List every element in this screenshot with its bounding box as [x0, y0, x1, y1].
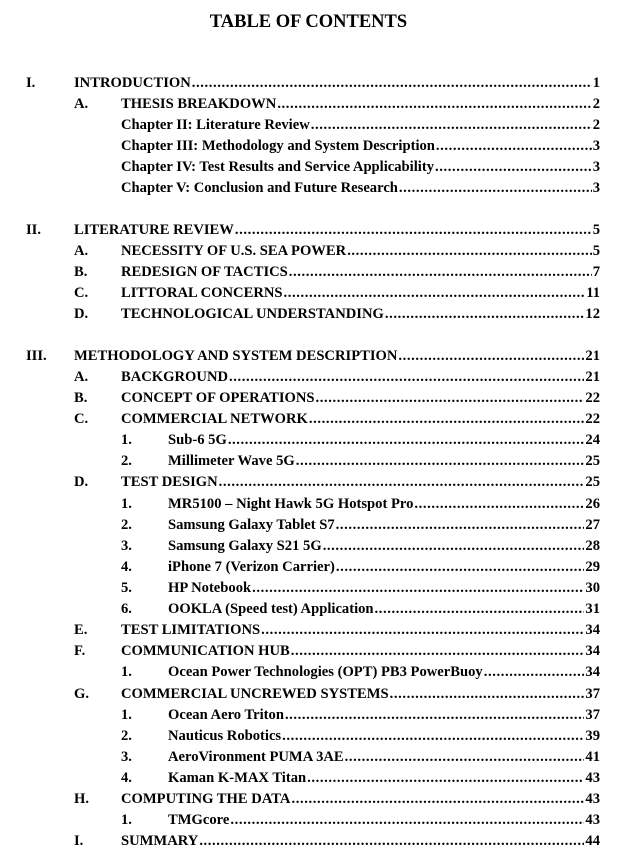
dot-leader: [230, 810, 584, 830]
dot-leader: [390, 684, 585, 704]
dot-leader: [398, 346, 584, 366]
toc-entry[interactable]: [0, 831, 617, 851]
toc-entry-label: REDESIGN OF TACTICS: [121, 264, 288, 280]
toc-entry[interactable]: [0, 620, 617, 640]
toc-entry[interactable]: [0, 810, 617, 830]
toc-entry-number: I.: [74, 833, 84, 849]
dot-leader: [414, 494, 584, 514]
dot-leader: [228, 430, 585, 450]
toc-entry-label: TECHNOLOGICAL UNDERSTANDING: [121, 306, 384, 322]
toc-entry-label: COMMERCIAL UNCREWED SYSTEMS: [121, 686, 389, 702]
toc-entry-page-number: 43: [585, 770, 600, 786]
toc-entry[interactable]: [0, 747, 617, 767]
toc-entry-page-number: 2: [592, 117, 600, 133]
toc-entry[interactable]: [0, 388, 617, 408]
toc-entry[interactable]: [0, 578, 617, 598]
toc-entry-label: HP Notebook: [168, 580, 252, 596]
toc-entry[interactable]: [0, 220, 617, 240]
toc-entry[interactable]: [0, 409, 617, 429]
toc-entry-number: B.: [74, 390, 88, 406]
toc-entry-label: LITTORAL CONCERNS: [121, 285, 283, 301]
toc-entry-number: F.: [74, 643, 86, 659]
toc-entry-number: 4.: [121, 770, 132, 786]
toc-entry-page-number: 44: [585, 833, 600, 849]
toc-entry-number: D.: [74, 474, 89, 490]
dot-leader: [296, 451, 585, 471]
toc-entry-label: Ocean Power Technologies (OPT) PB3 PowerBuoy: [168, 664, 483, 680]
toc-entry-label: MR5100 – Night Hawk 5G Hotspot Pro: [168, 496, 414, 512]
toc-entry-page-number: 5: [592, 222, 600, 238]
dot-leader: [291, 789, 584, 809]
toc-entry[interactable]: [0, 705, 617, 725]
toc-entry-label: INTRODUCTION: [74, 75, 191, 91]
dot-leader: [311, 115, 592, 135]
toc-entry-label: THESIS BREAKDOWN: [121, 96, 277, 112]
toc-entry-page-number: 43: [585, 812, 600, 828]
toc-entry-page-number: 7: [592, 264, 600, 280]
toc-entry-number: A.: [74, 243, 89, 259]
toc-entry[interactable]: [0, 94, 617, 114]
toc-entry-page-number: 31: [585, 601, 600, 617]
toc-entry-number: 2.: [121, 728, 132, 744]
dot-leader: [484, 662, 585, 682]
toc-entry-page-number: 1: [592, 75, 600, 91]
dot-leader: [235, 220, 592, 240]
toc-entry-label: CONCEPT OF OPERATIONS: [121, 390, 315, 406]
toc-entry-label: Chapter V: Conclusion and Future Research: [121, 180, 398, 196]
dot-leader: [192, 73, 592, 93]
toc-entry-number: A.: [74, 96, 89, 112]
toc-entry-page-number: 3: [592, 159, 600, 175]
toc-entry-page-number: 28: [585, 538, 600, 554]
dot-leader: [291, 641, 585, 661]
toc-entry-page-number: 5: [592, 243, 600, 259]
toc-entry[interactable]: [0, 346, 617, 366]
toc-entry-label: Samsung Galaxy Tablet S7: [168, 517, 335, 533]
toc-entry-label: COMMERCIAL NETWORK: [121, 411, 308, 427]
toc-entry-number: B.: [74, 264, 88, 280]
toc-entry-page-number: 37: [585, 686, 600, 702]
toc-entry[interactable]: [0, 536, 617, 556]
toc-entry-label: COMMUNICATION HUB: [121, 643, 290, 659]
toc-entry-page-number: 34: [585, 622, 600, 638]
dot-leader: [261, 620, 584, 640]
dot-leader: [316, 388, 585, 408]
toc-entry-number: 5.: [121, 580, 132, 596]
toc-entry-label: Ocean Aero Triton: [168, 707, 284, 723]
toc-entry-number: 1.: [121, 707, 132, 723]
dot-leader: [199, 831, 584, 851]
toc-entry-number: 2.: [121, 453, 132, 469]
page-title: TABLE OF CONTENTS: [209, 12, 408, 32]
toc-entry-number: 1.: [121, 664, 132, 680]
toc-entry-page-number: 29: [585, 559, 600, 575]
dot-leader: [252, 578, 584, 598]
toc-entry[interactable]: [0, 768, 617, 788]
toc-entry[interactable]: [0, 304, 617, 324]
toc-entry-label: AeroVironment PUMA 3AE: [168, 749, 344, 765]
toc-entry-number: II.: [26, 222, 42, 238]
toc-entry[interactable]: [0, 726, 617, 746]
toc-entry-page-number: 30: [585, 580, 600, 596]
toc-entry-number: G.: [74, 686, 89, 702]
toc-entry-number: 2.: [121, 517, 132, 533]
toc-entry[interactable]: [0, 684, 617, 704]
toc-entry[interactable]: [0, 515, 617, 535]
toc-entry-number: C.: [74, 411, 89, 427]
dot-leader: [323, 536, 585, 556]
toc-entry-label: Chapter III: Methodology and System Description: [121, 138, 435, 154]
toc-entry[interactable]: [0, 472, 617, 492]
toc-entry[interactable]: [0, 641, 617, 661]
toc-entry-label: TMGcore: [168, 812, 230, 828]
toc-entry-page-number: 3: [592, 180, 600, 196]
toc-entry[interactable]: [0, 157, 617, 177]
toc-entry[interactable]: [0, 662, 617, 682]
dot-leader: [435, 157, 592, 177]
dot-leader: [336, 515, 585, 535]
dot-leader: [277, 94, 591, 114]
toc-entry[interactable]: [0, 557, 617, 577]
dot-leader: [436, 136, 592, 156]
toc-entry-label: BACKGROUND: [121, 369, 229, 385]
toc-entry-page-number: 43: [585, 791, 600, 807]
toc-entry-page-number: 21: [585, 348, 600, 364]
toc-entry-page-number: 39: [585, 728, 600, 744]
toc-entry-number: I.: [26, 75, 36, 91]
toc-entry-label: Samsung Galaxy S21 5G: [168, 538, 322, 554]
toc-entry[interactable]: [0, 430, 617, 450]
toc-entry[interactable]: [0, 367, 617, 387]
toc-entry-label: COMPUTING THE DATA: [121, 791, 291, 807]
toc-entry-label: iPhone 7 (Verizon Carrier): [168, 559, 335, 575]
toc-entry-label: TEST LIMITATIONS: [121, 622, 261, 638]
toc-entry-number: C.: [74, 285, 89, 301]
toc-entry-number: III.: [26, 348, 47, 364]
toc-entry[interactable]: [0, 73, 617, 93]
toc-entry[interactable]: [0, 599, 617, 619]
toc-entry-page-number: 2: [592, 96, 600, 112]
toc-entry-page-number: 12: [585, 306, 600, 322]
toc-entry-label: Sub-6 5G: [168, 432, 227, 448]
dot-leader: [307, 768, 584, 788]
toc-entry-label: METHODOLOGY AND SYSTEM DESCRIPTION: [74, 348, 398, 364]
toc-entry-label: SUMMARY: [121, 833, 199, 849]
toc-entry-page-number: 21: [585, 369, 600, 385]
toc-entry-number: 1.: [121, 812, 132, 828]
toc-entry-number: 1.: [121, 432, 132, 448]
dot-leader: [345, 747, 585, 767]
toc-entry-label: Chapter IV: Test Results and Service Applicability: [121, 159, 434, 175]
toc-entry-page-number: 37: [585, 707, 600, 723]
toc-entry[interactable]: [0, 178, 617, 198]
dot-leader: [399, 178, 592, 198]
toc-entry-label: Nauticus Robotics: [168, 728, 282, 744]
toc-entry[interactable]: [0, 451, 617, 471]
toc-entry-number: 1.: [121, 496, 132, 512]
toc-entry-label: NECESSITY OF U.S. SEA POWER: [121, 243, 347, 259]
toc-entry-page-number: 3: [592, 138, 600, 154]
toc-entry-page-number: 22: [585, 390, 600, 406]
toc-entry-page-number: 27: [585, 517, 600, 533]
toc-entry-page-number: 41: [585, 749, 600, 765]
dot-leader: [375, 599, 585, 619]
dot-leader: [309, 409, 585, 429]
toc-entry-number: 3.: [121, 538, 132, 554]
dot-leader: [289, 262, 592, 282]
toc-entry[interactable]: [0, 789, 617, 809]
toc-entry-number: E.: [74, 622, 88, 638]
toc-entry-page-number: 34: [585, 643, 600, 659]
toc-entry-page-number: 34: [585, 664, 600, 680]
toc-entry[interactable]: [0, 241, 617, 261]
dot-leader: [285, 705, 584, 725]
toc-entry[interactable]: [0, 115, 617, 135]
toc-entry-number: H.: [74, 791, 89, 807]
toc-entry[interactable]: [0, 494, 617, 514]
dot-leader: [284, 283, 586, 303]
toc-entry-label: TEST DESIGN: [121, 474, 218, 490]
toc-entry-label: LITERATURE REVIEW: [74, 222, 234, 238]
dot-leader: [347, 241, 592, 261]
dot-leader: [282, 726, 584, 746]
dot-leader: [219, 472, 585, 492]
toc-entry-number: 3.: [121, 749, 132, 765]
toc-entry-page-number: 25: [585, 453, 600, 469]
toc-entry-number: 6.: [121, 601, 132, 617]
dot-leader: [336, 557, 585, 577]
dot-leader: [385, 304, 585, 324]
toc-entry-label: Kaman K-MAX Titan: [168, 770, 307, 786]
toc-entry-label: Millimeter Wave 5G: [168, 453, 295, 469]
toc-entry[interactable]: [0, 283, 617, 303]
toc-entry-number: D.: [74, 306, 89, 322]
toc-entry-page-number: 25: [585, 474, 600, 490]
toc-entry[interactable]: [0, 262, 617, 282]
toc-entry-label: OOKLA (Speed test) Application: [168, 601, 374, 617]
toc-entry-label: Chapter II: Literature Review: [121, 117, 310, 133]
toc-entry-number: 4.: [121, 559, 132, 575]
toc-entry-page-number: 22: [585, 411, 600, 427]
toc-entry[interactable]: [0, 136, 617, 156]
dot-leader: [229, 367, 584, 387]
toc-entry-page-number: 24: [585, 432, 600, 448]
toc-entry-page-number: 26: [585, 496, 600, 512]
toc-entry-page-number: 11: [586, 285, 600, 301]
toc-entry-number: A.: [74, 369, 89, 385]
